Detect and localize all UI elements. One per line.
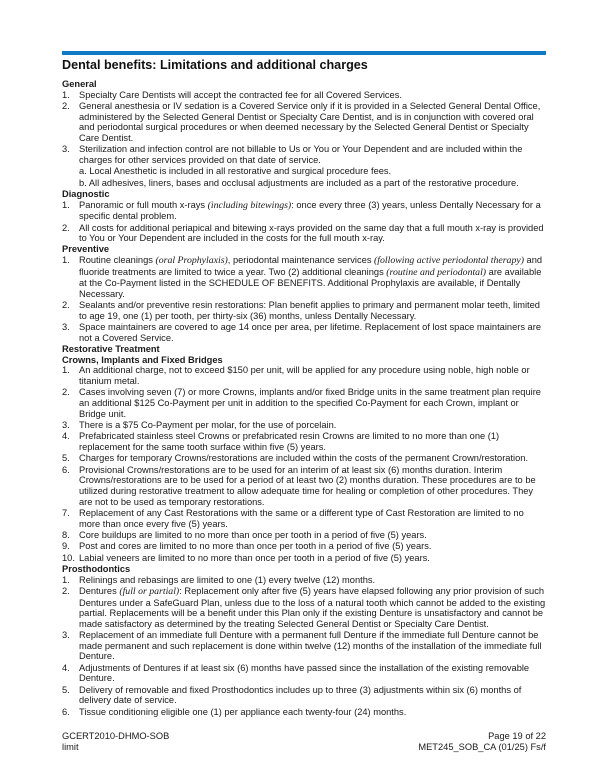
header-rule	[62, 51, 546, 55]
section-heading-general: General	[62, 79, 97, 89]
item-number: 1.	[62, 199, 70, 210]
form-code: MET245_SOB_CA (01/25) Fs/f	[418, 742, 546, 753]
item-text: Adjustments of Dentures if at least six (6) months have passed since the installation of the existing removable Denture.	[79, 662, 530, 684]
item-italic-text: (full or partial)	[119, 586, 180, 598]
item-number: 7.	[62, 507, 70, 518]
sub-item-a: a. Local Anesthetic is included in all restorative and surgical procedure fees.	[79, 166, 392, 177]
item-italic-text: (following active periodontal therapy)	[374, 255, 524, 267]
item-number: 1.	[62, 89, 70, 100]
item-text: Labial veneers are limited to no more than once per tooth in a period of five (5) years.	[79, 552, 430, 563]
list-item	[62, 530, 546, 541]
list-item	[62, 90, 546, 101]
list-item	[62, 541, 546, 552]
item-text: Charges for temporary Crowns/restorations are included within the costs of the permanent Crown/restoration.	[79, 453, 529, 464]
item-text: are available at the Co-Payment listed in the SCHEDULE OF BENEFITS. Additional Prophylaxis are available, if Dentally Necessary.	[79, 266, 542, 299]
document-subcode: limit	[62, 742, 79, 753]
list-item	[62, 387, 546, 419]
item-text: and fluoride treatments are limited to twice a year. Two (2) additional cleanings	[79, 255, 543, 277]
item-text: Sterilization and infection control are not billable to Us or You or Your Dependent and are included within the charges for other services provided on that date of service.	[79, 144, 523, 165]
item-text: Delivery of removable and fixed Prosthodontics includes up to three (3) adjustments within six (6) months of delivery date of service.	[79, 684, 522, 706]
item-number: 3.	[62, 144, 70, 155]
list-item	[62, 300, 546, 321]
item-number: 2.	[62, 586, 70, 597]
item-text: Provisional Crowns/restorations are to be used for an interim of at least six (6) months duration. Interim Crowns/restorations are to be used for a period of at least two (2) months duration. These procedures are to be utilized during restorative treatment to allow adequate time for healing or completion of other procedures. They are not to be used as temporary restorations.	[79, 464, 536, 507]
list-item	[62, 223, 546, 244]
item-number: 8.	[62, 529, 70, 540]
item-text: Dentures	[79, 586, 120, 597]
list-item	[62, 508, 546, 529]
item-number: 3.	[62, 419, 70, 430]
item-text: Relinings and rebasings are limited to one (1) every twelve (12) months.	[79, 574, 376, 585]
item-number: 2.	[62, 387, 70, 398]
general-list	[62, 90, 546, 166]
item-text: Replacement of an immediate full Denture with a permanent full Denture if the immediate full Denture cannot be made permanent and such replacement is done within twelve (12) months of the installation of the immediate full Denture.	[79, 630, 542, 662]
diagnostic-list	[62, 200, 546, 244]
section-heading-restorative: Restorative Treatment	[62, 344, 160, 355]
item-text: , periodontal maintenance services	[227, 255, 375, 266]
document-page	[62, 0, 546, 717]
list-item	[62, 553, 546, 564]
item-text: Replacement of any Cast Restorations with the same or a different type of Cast Restoration are limited to no more than once every five (5) years.	[79, 507, 524, 529]
item-number: 4.	[62, 662, 70, 673]
page-title: Dental benefits: Limitations and additional charges	[62, 58, 368, 72]
item-number: 5.	[62, 453, 70, 464]
item-text: Specialty Care Dentists will accept the contracted fee for all Covered Services.	[79, 89, 402, 100]
item-number: 6.	[62, 706, 70, 717]
item-text: Sealants and/or preventive resin restorations: Plan benefit applies to primary and permanent molar teeth, limited to age 19, one (1) per tooth, per thirty-six (36) months, unless Dentally Necessary.	[79, 300, 540, 321]
footer-right	[418, 731, 546, 753]
item-text: All costs for additional periapical and bitewing x-rays provided on the same day that a full mouth x-ray is provided to You or Your Dependent are included in the costs for the full mouth x-ray.	[79, 222, 544, 244]
item-text: : once every three (3) years, unless Dentally Necessary for a specific dental problem.	[79, 199, 541, 222]
item-number: 2.	[62, 100, 70, 111]
list-item	[62, 586, 546, 629]
item-text: Core buildups are limited to no more than once per tooth in a period of five (5) years.	[79, 529, 427, 540]
item-number: 3.	[62, 322, 70, 333]
list-item	[62, 575, 546, 586]
item-number: 2.	[62, 222, 70, 233]
prosthodontics-list	[62, 575, 546, 718]
section-heading-prosthodontics: Prosthodontics	[62, 564, 131, 575]
section-heading-preventive: Preventive	[62, 244, 110, 255]
sub-item-b: b. All adhesives, liners, bases and occlusal adjustments are included as a part of the restorative procedure.	[79, 177, 519, 188]
item-italic-text: (including bitewings)	[207, 199, 292, 211]
item-text: Prefabricated stainless steel Crowns or prefabricated resin Crowns are limited to no more than one (1) replacement for the same tooth surface within five (5) years.	[79, 431, 500, 452]
item-number: 3.	[62, 630, 70, 641]
item-text: Cases involving seven (7) or more Crowns, implants and/or fixed Bridge units in the same treatment plan require an additional $125 Co-Payment per unit in addition to the specified Co-Payment for each Crown, implant or Bridge unit.	[79, 387, 541, 419]
document-code: GCERT2010-DHMO-SOB	[62, 731, 170, 742]
item-text: Routine cleanings	[79, 255, 156, 266]
preventive-list	[62, 255, 546, 343]
list-item	[62, 685, 546, 706]
list-item	[62, 101, 546, 143]
list-item	[62, 663, 546, 684]
item-text: Post and cores are limited to no more than once per tooth in a period of five (5) years.	[79, 541, 432, 552]
item-text: Space maintainers are covered to age 14 once per area, per lifetime. Replacement of lost space maintainers are not a Covered Service.	[79, 322, 541, 343]
item-text: There is a $75 Co-Payment per molar, for the use of porcelain.	[79, 419, 337, 430]
list-item	[62, 200, 546, 222]
list-item	[62, 465, 546, 507]
list-item	[62, 365, 546, 386]
list-item	[62, 431, 546, 452]
list-item	[62, 420, 546, 431]
item-number: 5.	[62, 684, 70, 695]
list-item	[62, 453, 546, 464]
list-item	[62, 707, 546, 718]
item-number: 6.	[62, 464, 70, 475]
item-italic-text: (routine and periodontal)	[386, 266, 487, 278]
footer-left	[62, 731, 169, 753]
item-number: 1.	[62, 574, 70, 585]
list-item	[62, 630, 546, 662]
page-footer	[62, 731, 546, 755]
item-number: 2.	[62, 300, 70, 311]
item-text: An additional charge, not to exceed $150 per unit, will be applied for any procedure using noble, high noble or titanium metal.	[79, 365, 530, 386]
item-text: General anesthesia or IV sedation is a Covered Service only if it is provided in a Selected General Dental Office, administered by the Selected General Dentist or Specialty Care Dentist, and is in conjunction with covered oral and periodontal surgical procedures or when deemed necessary by the Selected General Dentist or Specialty Care Dentist.	[79, 100, 541, 143]
section-heading-diagnostic: Diagnostic	[62, 188, 110, 199]
item-number: 4.	[62, 431, 70, 442]
item-text: Panoramic or full mouth x-rays	[79, 199, 208, 210]
list-item	[62, 255, 546, 299]
item-italic-text: (oral Prophylaxis)	[155, 255, 228, 267]
item-number: 9.	[62, 541, 70, 552]
item-number: 1.	[62, 255, 70, 266]
subsection-heading-crowns: Crowns, Implants and Fixed Bridges	[62, 354, 223, 365]
list-item	[62, 322, 546, 343]
page-number: Page 19 of 22	[488, 731, 546, 742]
item-number: 10.	[62, 552, 75, 563]
list-item	[62, 144, 546, 165]
item-number: 1.	[62, 365, 70, 376]
item-text: : Replacement only after five (5) years have elapsed following any prior provision of such Dentures under a SafeGuard Plan, unless due to the loss of a natural tooth which cannot be added to the existing partial. Replacements will be a benefit under this Plan only if the existing Denture is unsatisfactory and cannot be made satisfactory as determined by the treating Selected General Dentist or Specialty Care Dentist.	[79, 586, 546, 629]
restorative-list	[62, 365, 546, 563]
item-text: Tissue conditioning eligible one (1) per appliance each twenty-four (24) months.	[79, 706, 407, 717]
